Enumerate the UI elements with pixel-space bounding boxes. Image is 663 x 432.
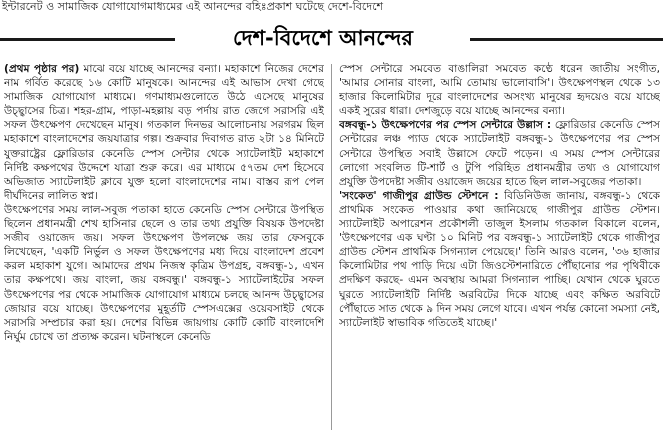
right-paragraph-1: স্পেস সেন্টারে সমবেত বাঙালিরা সমবেত কণ্ঠে ধরেন জাতীয় সংগীত, 'আমার সোনার বাংলা, আমি তোমায় ভালোবাসি'। উৎক্ষেপণস্থল থেকে ১৩ হাজার কিলোমিটার দূরে বাংলাদেশের অসংখ্য মানুষের হৃদয়েও বয়ে যাচ্ছে একই সুরের ধারা। দেশজুড়ে বয়ে যাচ্ছে আনন্দের বন্যা। bbox=[339, 63, 660, 118]
right-paragraph-2-text: ফ্লোরিডার কেনেডি স্পেস সেন্টারের লঞ্চ প্যাড থেকে স্যাটেলাইট বঙ্গবন্ধু-১ উৎক্ষেপণের পর স্পেস সেন্টারে উপস্থিত সবাই উল্লাসে ফেটে পড়েন। এ সময় স্পেস সেন্টারের লোগো সংবলিত টি-শার্ট ও টুপি পরিহিত প্রধানমন্ত্রীর তথ্য ও যোগাযোগ প্রযুক্তি উপদেষ্টা সজীব ওয়াজেদ জয়ের হাতে ছিল লাল-সবুজের পতাকা। bbox=[339, 119, 660, 188]
subhead-ground-station: 'সংকেত' গাজীপুর গ্রাউন্ড স্টেশনে : bbox=[339, 189, 499, 202]
right-column bbox=[339, 62, 660, 430]
right-paragraph-3 bbox=[339, 189, 660, 330]
left-paragraph-2: উৎক্ষেপণের সময় লাল-সবুজ পতাকা হাতে কেনেডি স্পেস সেন্টারে উপস্থিত ছিলেন প্রধানমন্ত্রী শেখ হাসিনার ছেলে ও তার তথ্য প্রযুক্তি বিষয়ক উপদেষ্টা সজীব ওয়াজেদ জয়। সফল উৎক্ষেপণ উপলক্ষে জয় তার ফেসবুকে লিখেছেন, 'একটি নির্ভুল ও সফল উৎক্ষেপণের মধ্য দিয়ে বাংলাদেশ প্রবেশ করল মহাকাশ যুগে। আমাদের প্রথম নিজস্ব কৃত্রিম উপগ্রহ, বঙ্গবন্ধু-১, এখন তার কক্ষপথে। জয় বাংলা, জয় বঙ্গবন্ধু।' বঙ্গবন্ধু-১ স্যাটেলাইটের সফল উৎক্ষেপণের পর থেকে সামাজিক যোগাযোগ মাধ্যমে চলছে আনন্দ উচ্ছ্বাসের জোয়ার বয়ে যাচ্ছে। উৎক্ষেপণের মুহূর্তটি স্পেসএক্সের ওয়েবসাইট থেকে সরাসরি সম্প্রচার করা হয়। দেশের বিভিন্ন জায়গায় কোটি কোটি বাংলাদেশি নির্ঘুম চোখে তা প্রত্যক্ষ করেন। ঘটনাস্থলে কেনেডি bbox=[4, 203, 324, 343]
headline-rule-right bbox=[470, 38, 663, 41]
left-column bbox=[4, 62, 324, 430]
column-divider bbox=[331, 64, 332, 430]
headline-rule-left bbox=[0, 38, 175, 41]
right-paragraph-3-text: বিডিনিউজ জানায়, বঙ্গবন্ধু-১ থেকে প্রাথমিক সংকেত পাওয়ার কথা জানিয়েছে গাজীপুর গ্রাউন্ড স্টেশন। স্যাটেলাইট অপারেশন প্রকৌশলী তাজুল ইসলাম গতকাল বিকালে বলেন, 'উৎক্ষেপণের এক ঘণ্টা ১০ মিনিট পর বঙ্গবন্ধু-১ স্যাটেলাইট থেকে গাজীপুর গ্রাউন্ড স্টেশন প্রাথমিক সিগন্যাল পেয়েছে।' তিনি আরও বলেন, '৩৬ হাজার কিলোমিটার পথ পাড়ি দিয়ে এটা জিওস্টেশনারিতে পৌঁছানোর পর পৃথিবীকে প্রদক্ষিণ করছে- এমন অবস্থায় আমরা সিগন্যাল পাচ্ছি। যেখান থেকে ঘুরতে ঘুরতে স্যাটেলাইটি নির্দিষ্ট অরবিটের দিকে যাচ্ছে এবং কক্ষিত অরবিটে পৌঁছাতে সাত থেকে ৯ দিন সময় লেগে যাবে। এখন পর্যন্ত কোনো সমস্যা নেই, স্যাটেলাইট স্বাভাবিক গতিতেই যাচ্ছে।' bbox=[339, 189, 660, 329]
article-headline: দেশ-বিদেশে আনন্দের bbox=[233, 26, 413, 50]
subhead-space-center: বঙ্গবন্ধু-১ উৎক্ষেপণের পর স্পেস সেন্টারে উল্লাস : bbox=[339, 119, 552, 132]
left-paragraph-1 bbox=[4, 62, 324, 203]
left-paragraph-1-text: মাঝে বয়ে যাচ্ছে আনন্দের বন্যা। মহাকাশে নিজের দেশের নাম গর্বিত করেছে ১৬ কোটি মানুষকে। আনন্দের এই আভাস দেখা গেছে সামাজিক যোগাযোগ মাধ্যমে। গণমাধ্যমগুলোতে উঠে এসেছে মানুষের উচ্ছ্বাসের চিত্র। শহর-গ্রাম, পাড়া-মহল্লায় বড় পর্দায় রাত জেগে সরাসরি এই সফল উৎক্ষেপণ দেখেছেন মানুষ। গতকাল দিনভর আলোচনায় সরগরম ছিল মহাকাশে বাংলাদেশের জয়যাত্রার গল্প। শুক্রবার দিবাগত রাত ২টা ১৪ মিনিটে যুক্তরাষ্ট্রের ফ্লোরিডার কেনেডি স্পেস সেন্টার থেকে স্যাটেলাইট মহাকাশে নির্দিষ্ট কক্ষপথের উদ্দেশে যাত্রা শুরু করে। এর মাধ্যমে ৫৭তম দেশ হিসেবে অভিজাত স্যাটেলাইট ক্লাবে যুক্ত হলো বাংলাদেশের নাম। বাস্তব রূপ পেল দীর্ঘদিনের লালিত স্বপ্ন। bbox=[4, 63, 324, 202]
continuation-lead: (প্রথম পৃষ্ঠার পর) bbox=[4, 63, 80, 75]
headline-box bbox=[180, 21, 466, 55]
previous-article-strip: ইন্টারনেট ও সামাজিক যোগাযোগমাধ্যমের এই আনন্দের বহিঃপ্রকাশ ঘটেছে দেশে-বিদেশে bbox=[2, 0, 384, 13]
right-paragraph-2 bbox=[339, 118, 660, 188]
